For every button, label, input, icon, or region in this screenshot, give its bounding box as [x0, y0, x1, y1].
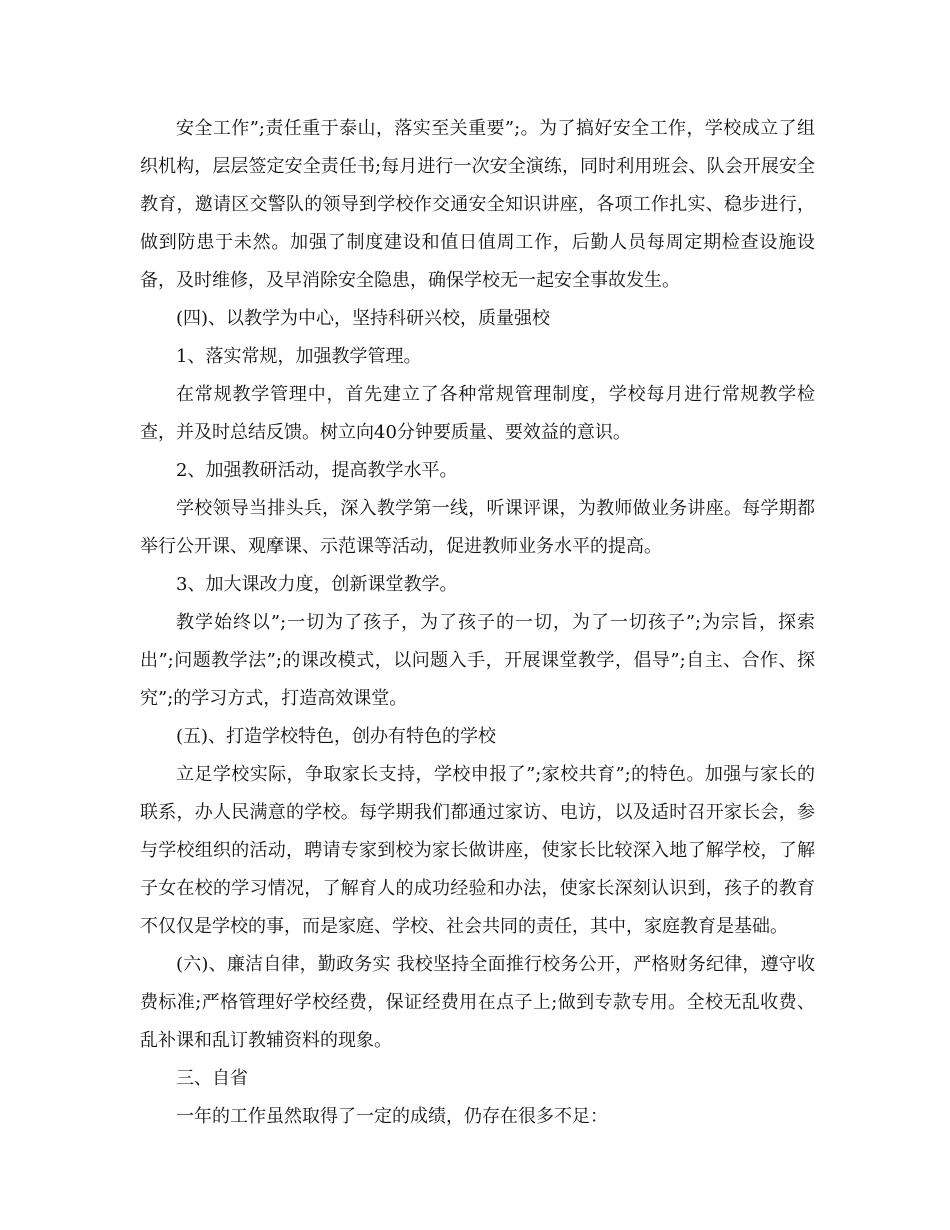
paragraph-section-6: (六)、廉洁自律，勤政务实 我校坚持全面推行校务公开，严格财务纪律，遵守收费标准;严格管理好学校经费，保证经费用在点子上;做到专款专用。全校无乱收费、乱补课和乱订教辅资料的现象。 [140, 954, 815, 1051]
heading-self-reflection: 三、自省 [176, 1068, 248, 1089]
subheading-2: 2、加强教研活动，提高教学水平。 [176, 460, 458, 481]
paragraph-safety-work: 安全工作”;责任重于泰山，落实至关重要”;。为了搞好安全工作，学校成立了组织机构，层层签定安全责任书;每月进行一次安全演练，同时利用班会、队会开展安全教育，邀请区交警队的领导到学校作交通安全知识讲座，各项工作扎实、稳步进行，做到防患于未然。加强了制度建设和值日值周工作，后勤人员每周定期检查设施设备，及时维修，及早消除安全隐患，确保学校无一起安全事故发生。 [140, 118, 815, 291]
heading-section-5: (五)、打造学校特色，创办有特色的学校 [176, 726, 497, 747]
paragraph-curriculum-reform: 教学始终以”;一切为了孩子，为了孩子的一切，为了一切孩子”;为宗旨，探索出”;问题教学法”;的课改模式，以问题入手，开展课堂教学，倡导”;自主、合作、探究”;的学习方式，打造高效课堂。 [140, 612, 815, 709]
subheading-1: 1、落实常规，加强教学管理。 [176, 346, 422, 367]
document-body [140, 110, 815, 1136]
paragraph-routine-management: 在常规教学管理中，首先建立了各种常规管理制度，学校每月进行常规教学检查，并及时总结反馈。树立向40分钟要质量、要效益的意识。 [140, 384, 815, 443]
heading-section-4: (四)、以教学为中心，坚持科研兴校，质量强校 [176, 308, 551, 329]
subheading-3: 3、加大课改力度，创新课堂教学。 [176, 574, 458, 595]
paragraph-school-features: 立足学校实际，争取家长支持，学校申报了”;家校共育”;的特色。加强与家长的联系，办人民满意的学校。每学期我们都通过家访、电访，以及适时召开家长会，参与学校组织的活动，聘请专家到校为家长做讲座，使家长比较深入地了解学校，了解子女在校的学习情况，了解育人的成功经验和办法，使家长深刻认识到，孩子的教育不仅仅是学校的事，而是家庭、学校、社会共同的责任，其中，家庭教育是基础。 [140, 764, 815, 937]
paragraph-teaching-research: 学校领导当排头兵，深入教学第一线，听课评课，为教师做业务讲座。每学期都举行公开课、观摩课、示范课等活动，促进教师业务水平的提高。 [140, 498, 815, 557]
paragraph-shortcomings: 一年的工作虽然取得了一定的成绩，仍存在很多不足： [176, 1106, 608, 1127]
